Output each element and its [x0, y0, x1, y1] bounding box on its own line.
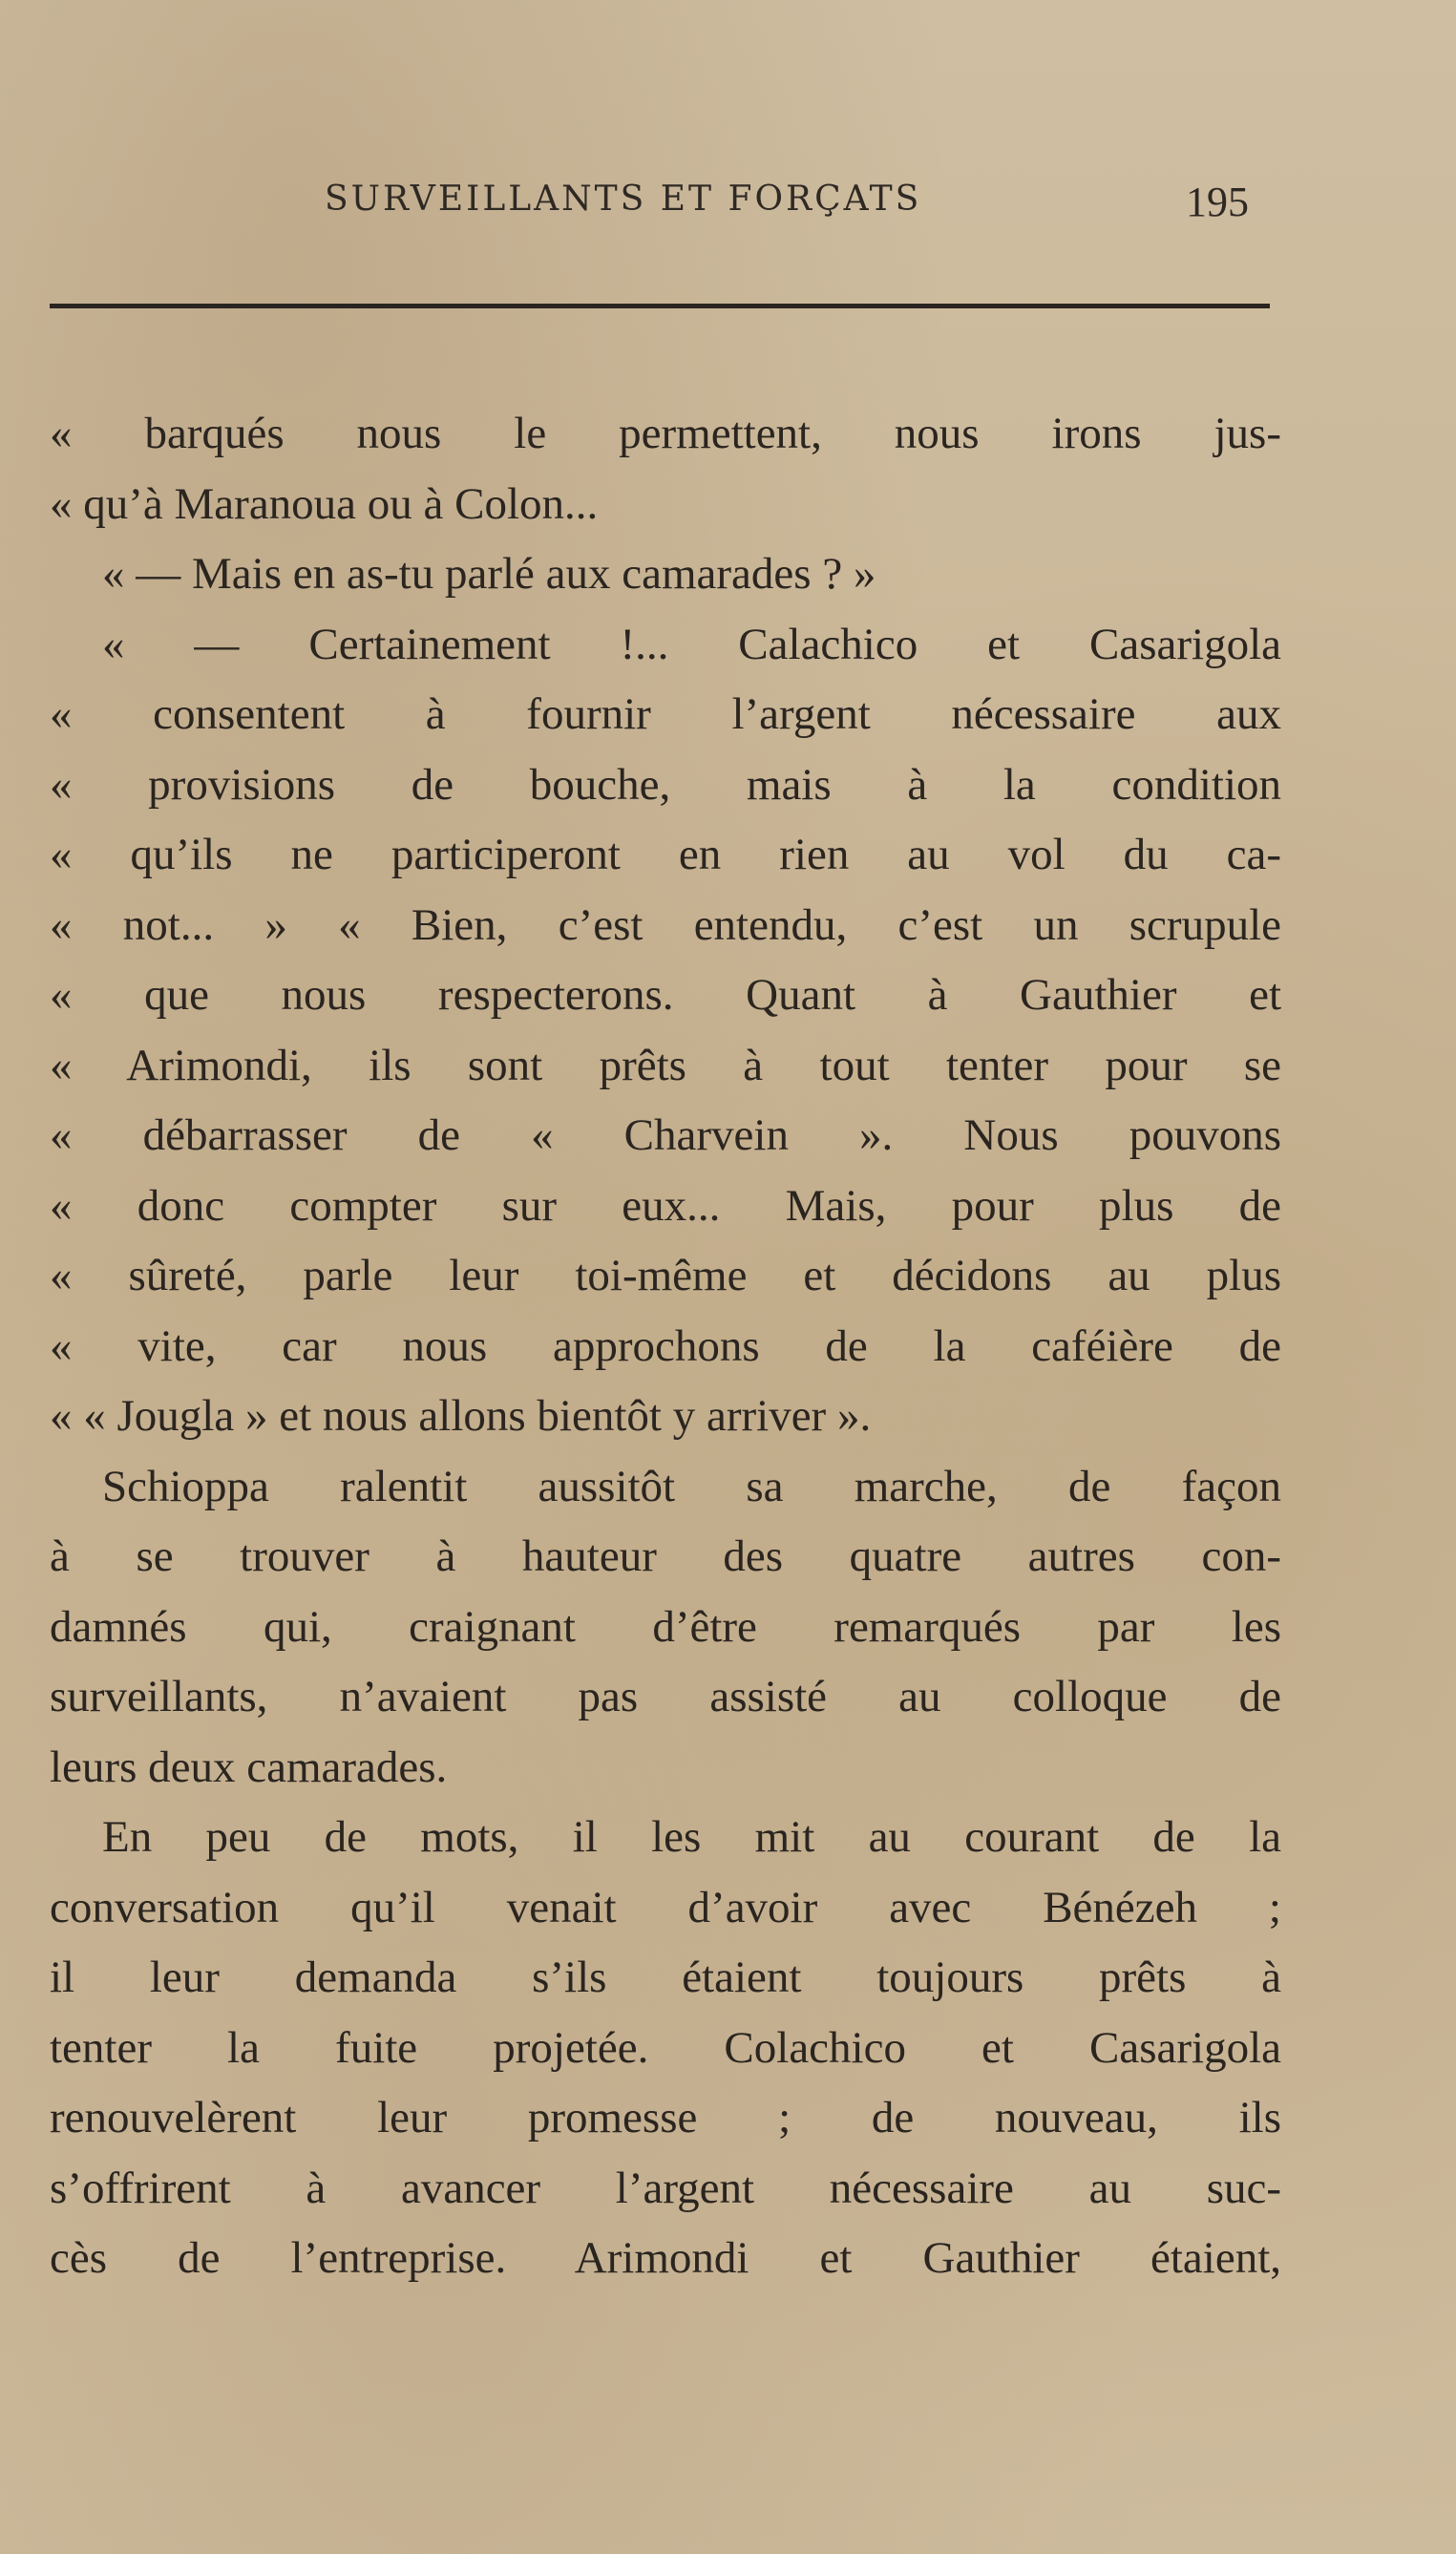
text-line: « consentent à fournir l’argent nécessaire aux: [50, 689, 1281, 739]
text-line: « not... » « Bien, c’est entendu, c’est un scrupule: [50, 899, 1281, 950]
text-line: « donc compter sur eux... Mais, pour plus de: [50, 1180, 1281, 1231]
text-line: Schioppa ralentit aussitôt sa marche, de façon: [102, 1461, 1281, 1511]
text-line: « — Mais en as-tu parlé aux camarades ? »: [102, 549, 876, 599]
text-line: leurs deux camarades.: [50, 1741, 448, 1792]
text-line: « qu’ils ne participeront en rien au vol du ca-: [50, 830, 1281, 879]
text-line: damnés qui, craignant d’être remarqués par les: [50, 1601, 1281, 1652]
text-line: « Arimondi, ils sont prêts à tout tenter pour se: [50, 1040, 1281, 1090]
running-title: SURVEILLANTS ET FORÇATS: [325, 179, 922, 219]
text-line: « débarrasser de « Charvein ». Nous pouvons: [50, 1110, 1281, 1160]
text-line: il leur demanda s’ils étaient toujours prêts à: [50, 1952, 1281, 2002]
text-line: conversation qu’il venait d’avoir avec Bénézeh ;: [50, 1882, 1281, 1932]
text-line: « provisions de bouche, mais à la condition: [50, 759, 1281, 810]
text-line: « barqués nous le permettent, nous irons jus-: [50, 409, 1281, 458]
page-number: 195: [1186, 179, 1249, 225]
text-line: « que nous respecterons. Quant à Gauthier et: [50, 970, 1281, 1020]
text-line: surveillants, n’avaient pas assisté au colloque de: [50, 1672, 1281, 1721]
text-line: tenter la fuite projetée. Colachico et Casarigola: [50, 2022, 1281, 2073]
header-rule: [50, 304, 1270, 308]
text-line: cès de l’entreprise. Arimondi et Gauthier étaient,: [50, 2233, 1281, 2283]
text-line: s’offrirent à avancer l’argent nécessaire au suc-: [50, 2163, 1281, 2213]
text-line: En peu de mots, il les mit au courant de la: [102, 1812, 1281, 1862]
text-line: « « Jougla » et nous allons bientôt y arriver ».: [50, 1391, 872, 1441]
text-line: à se trouver à hauteur des quatre autres con-: [50, 1531, 1281, 1581]
text-line: « — Certainement !... Calachico et Casarigola: [102, 619, 1281, 669]
text-line: « sûreté, parle leur toi-même et décidons au plus: [50, 1251, 1281, 1300]
body-text: [50, 399, 1281, 2294]
text-line: « vite, car nous approchons de la caféière de: [50, 1320, 1281, 1371]
text-line: renouvelèrent leur promesse ; de nouveau, ils: [50, 2093, 1281, 2142]
text-line: « qu’à Maranoua ou à Colon...: [50, 478, 599, 529]
